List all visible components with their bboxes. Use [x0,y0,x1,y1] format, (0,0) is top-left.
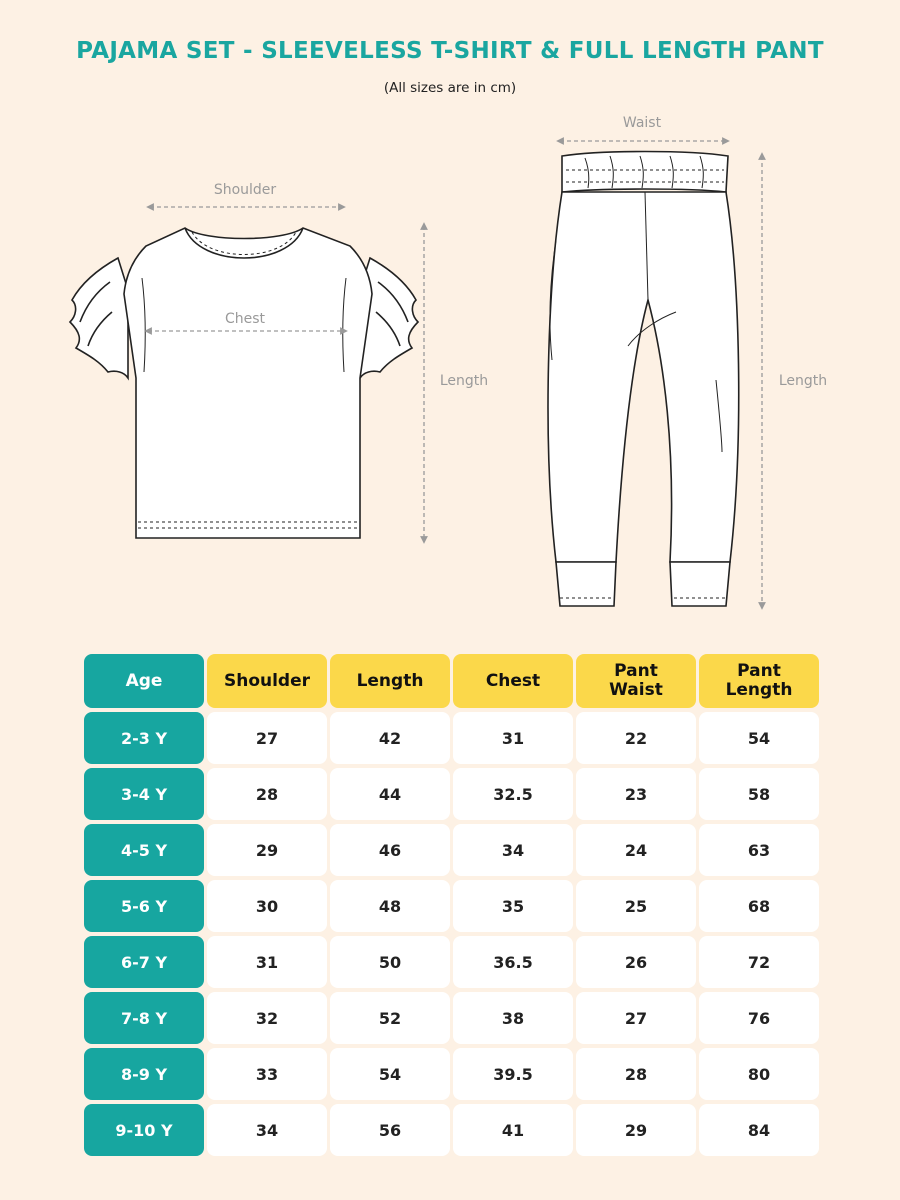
pant-waist-cell: 26 [576,936,696,988]
pant-waist-cell: 27 [576,992,696,1044]
pant-length-cell: 63 [699,824,819,876]
length-cell: 50 [330,936,450,988]
header-shoulder: Shoulder [207,654,327,708]
age-cell: 2-3 Y [84,712,204,764]
header-pant-length: Pant Length [699,654,819,708]
chest-cell: 39.5 [453,1048,573,1100]
pant-waist-cell: 25 [576,880,696,932]
pant-length-cell: 72 [699,936,819,988]
length-cell: 46 [330,824,450,876]
age-cell: 7-8 Y [84,992,204,1044]
pant-length-cell: 58 [699,768,819,820]
shoulder-cell: 31 [207,936,327,988]
length-cell: 42 [330,712,450,764]
age-cell: 9-10 Y [84,1104,204,1156]
chest-cell: 31 [453,712,573,764]
size-chart-table [84,654,819,1156]
pant-length-cell: 54 [699,712,819,764]
garment-diagram [0,100,900,620]
length-cell: 56 [330,1104,450,1156]
length-cell: 54 [330,1048,450,1100]
age-cell: 3-4 Y [84,768,204,820]
shoulder-cell: 34 [207,1104,327,1156]
length-cell: 48 [330,880,450,932]
chest-cell: 41 [453,1104,573,1156]
tshirt-illustration [70,228,418,538]
shoulder-label: Shoulder [213,182,277,198]
chest-cell: 38 [453,992,573,1044]
chest-cell: 32.5 [453,768,573,820]
chest-cell: 35 [453,880,573,932]
shoulder-cell: 33 [207,1048,327,1100]
shirt-length-label: Length [439,373,489,389]
pant-length-cell: 84 [699,1104,819,1156]
page-title: PAJAMA SET - SLEEVELESS T-SHIRT & FULL LENGTH PANT [76,38,824,64]
pant-length-label: Length [778,373,828,389]
chest-label: Chest [224,311,266,327]
pant-waist-cell: 29 [576,1104,696,1156]
pant-length-cell: 76 [699,992,819,1044]
header-pant-waist: Pant Waist [576,654,696,708]
age-cell: 8-9 Y [84,1048,204,1100]
age-cell: 4-5 Y [84,824,204,876]
header-length: Length [330,654,450,708]
waist-label: Waist [622,115,662,131]
age-cell: 6-7 Y [84,936,204,988]
header-chest: Chest [453,654,573,708]
shoulder-cell: 28 [207,768,327,820]
length-cell: 44 [330,768,450,820]
age-cell: 5-6 Y [84,880,204,932]
pant-waist-cell: 23 [576,768,696,820]
shoulder-cell: 32 [207,992,327,1044]
chest-cell: 36.5 [453,936,573,988]
pant-illustration [548,152,739,607]
header-age: Age [84,654,204,708]
units-note: (All sizes are in cm) [383,80,517,96]
shoulder-cell: 27 [207,712,327,764]
shoulder-cell: 30 [207,880,327,932]
length-cell: 52 [330,992,450,1044]
shoulder-cell: 29 [207,824,327,876]
pant-length-cell: 68 [699,880,819,932]
chest-cell: 34 [453,824,573,876]
pant-waist-cell: 22 [576,712,696,764]
pant-waist-cell: 24 [576,824,696,876]
pant-length-cell: 80 [699,1048,819,1100]
pant-waist-cell: 28 [576,1048,696,1100]
